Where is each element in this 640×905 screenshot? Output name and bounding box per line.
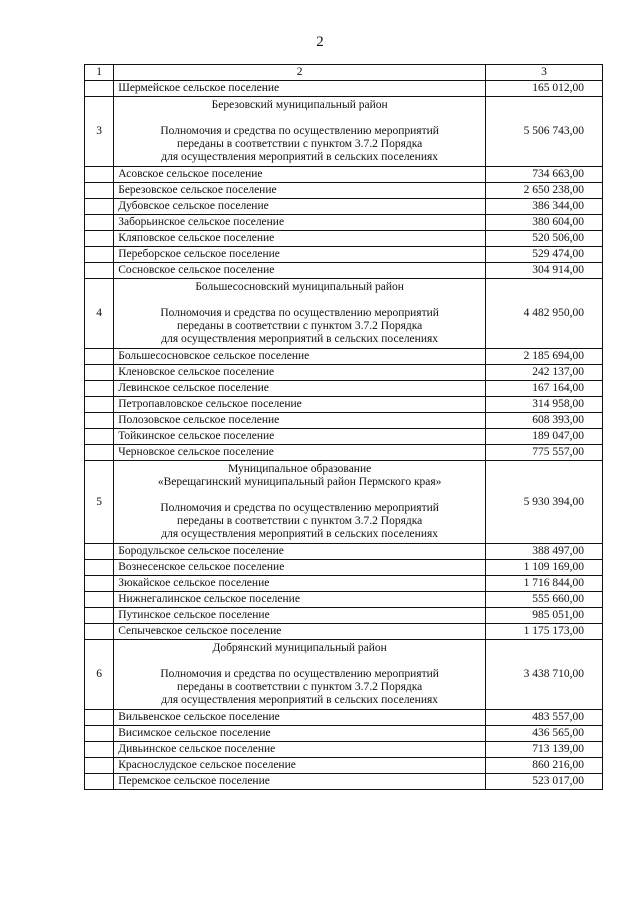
- table-body: [85, 65, 603, 790]
- settlement-name: Дубовское сельское поселение: [114, 199, 486, 215]
- row-number-cell: [85, 429, 114, 445]
- settlement-name: Черновское сельское поселение: [114, 445, 486, 461]
- amount-cell: 380 604,00: [486, 215, 603, 231]
- row-number-cell: [85, 183, 114, 199]
- settlement-name: Кляповское сельское поселение: [114, 231, 486, 247]
- row-number-cell: [85, 247, 114, 263]
- row-number-cell: [85, 413, 114, 429]
- amount-cell: 314 958,00: [486, 397, 603, 413]
- settlement-name: Заборьинское сельское поселение: [114, 215, 486, 231]
- amount-cell: 2 185 694,00: [486, 349, 603, 365]
- settlement-name: Зюкайское сельское поселение: [114, 576, 486, 592]
- settlement-name: Бородульское сельское поселение: [114, 544, 486, 560]
- row-number-cell: [85, 544, 114, 560]
- settlement-name: Сепычевское сельское поселение: [114, 624, 486, 640]
- table-row: [85, 183, 603, 199]
- group-row: [85, 461, 603, 544]
- amount-cell: 734 663,00: [486, 167, 603, 183]
- settlement-name: Кленовское сельское поселение: [114, 365, 486, 381]
- group-title-line: Березовский муниципальный район: [211, 99, 388, 111]
- row-number-cell: [85, 263, 114, 279]
- group-number: 5: [85, 461, 114, 544]
- amount-cell: 167 164,00: [486, 381, 603, 397]
- table-row: [85, 710, 603, 726]
- amount-cell: 608 393,00: [486, 413, 603, 429]
- settlement-name: Вознесенское сельское поселение: [114, 560, 486, 576]
- amount-cell: 483 557,00: [486, 710, 603, 726]
- group-number: 6: [85, 640, 114, 710]
- group-title-line: Большесосновский муниципальный район: [195, 281, 404, 293]
- group-subtitle-line: для осуществления мероприятий в сельских поселениях: [161, 694, 439, 706]
- table-row: [85, 758, 603, 774]
- settlement-name: Дивьинское сельское поселение: [114, 742, 486, 758]
- row-number-cell: [85, 560, 114, 576]
- amount-cell: 860 216,00: [486, 758, 603, 774]
- row-number-cell: [85, 81, 114, 97]
- group-amount: 3 438 710,00: [486, 640, 603, 710]
- table-row: [85, 429, 603, 445]
- row-number-cell: [85, 397, 114, 413]
- group-subtitle-line: Полномочия и средства по осуществлению мероприятий: [160, 668, 439, 680]
- table-row: [85, 413, 603, 429]
- amount-cell: 1 109 169,00: [486, 560, 603, 576]
- table-row: [85, 774, 603, 790]
- group-row: [85, 279, 603, 349]
- settlement-name: Путинское сельское поселение: [114, 608, 486, 624]
- amount-cell: 165 012,00: [486, 81, 603, 97]
- table-row: [85, 445, 603, 461]
- settlement-name: Асовское сельское поселение: [114, 167, 486, 183]
- group-subtitle-line: Полномочия и средства по осуществлению мероприятий: [160, 307, 439, 319]
- settlement-name: Переборское сельское поселение: [114, 247, 486, 263]
- amount-cell: 189 047,00: [486, 429, 603, 445]
- allocation-table: [84, 64, 603, 790]
- page-number: 2: [316, 34, 324, 50]
- amount-cell: 555 660,00: [486, 592, 603, 608]
- row-number-cell: [85, 608, 114, 624]
- amount-cell: 2 650 238,00: [486, 183, 603, 199]
- table-row: [85, 263, 603, 279]
- table-row: [85, 624, 603, 640]
- settlement-name: Полозовское сельское поселение: [114, 413, 486, 429]
- row-number-cell: [85, 710, 114, 726]
- amount-cell: 713 139,00: [486, 742, 603, 758]
- table-row: [85, 231, 603, 247]
- settlement-name: Шермейское сельское поселение: [114, 81, 486, 97]
- row-number-cell: [85, 576, 114, 592]
- group-row: [85, 640, 603, 710]
- column-header-3: 3: [486, 65, 603, 81]
- group-title-line: Муниципальное образование: [228, 463, 372, 475]
- settlement-name: Висимское сельское поселение: [114, 726, 486, 742]
- row-number-cell: [85, 167, 114, 183]
- amount-cell: 388 497,00: [486, 544, 603, 560]
- row-number-cell: [85, 365, 114, 381]
- group-number: 4: [85, 279, 114, 349]
- table-header-row: [85, 65, 603, 81]
- group-subtitle-line: переданы в соответствии с пунктом 3.7.2 Порядка: [177, 515, 423, 527]
- row-number-cell: [85, 758, 114, 774]
- table-row: [85, 560, 603, 576]
- amount-cell: 520 506,00: [486, 231, 603, 247]
- table-row: [85, 742, 603, 758]
- table-row: [85, 81, 603, 97]
- row-number-cell: [85, 726, 114, 742]
- amount-cell: 523 017,00: [486, 774, 603, 790]
- group-description: [114, 461, 486, 544]
- amount-cell: 985 051,00: [486, 608, 603, 624]
- amount-cell: 529 474,00: [486, 247, 603, 263]
- group-amount: 5 506 743,00: [486, 97, 603, 167]
- column-header-2: 2: [114, 65, 486, 81]
- table-row: [85, 247, 603, 263]
- settlement-name: Березовское сельское поселение: [114, 183, 486, 199]
- group-subtitle-line: переданы в соответствии с пунктом 3.7.2 Порядка: [177, 138, 423, 150]
- group-amount: 4 482 950,00: [486, 279, 603, 349]
- table-row: [85, 167, 603, 183]
- settlement-name: Краснослудское сельское поселение: [114, 758, 486, 774]
- amount-cell: 1 175 173,00: [486, 624, 603, 640]
- row-number-cell: [85, 349, 114, 365]
- settlement-name: Тойкинское сельское поселение: [114, 429, 486, 445]
- row-number-cell: [85, 231, 114, 247]
- group-subtitle-line: для осуществления мероприятий в сельских поселениях: [161, 528, 439, 540]
- group-title-line: «Верещагинский муниципальный район Пермского края»: [157, 476, 442, 488]
- group-subtitle-line: переданы в соответствии с пунктом 3.7.2 Порядка: [177, 320, 423, 332]
- settlement-name: Нижнегалинское сельское поселение: [114, 592, 486, 608]
- row-number-cell: [85, 215, 114, 231]
- column-header-1: 1: [85, 65, 114, 81]
- row-number-cell: [85, 742, 114, 758]
- table-row: [85, 349, 603, 365]
- settlement-name: Левинское сельское поселение: [114, 381, 486, 397]
- group-row: [85, 97, 603, 167]
- group-subtitle-line: Полномочия и средства по осуществлению мероприятий: [160, 502, 439, 514]
- table-row: [85, 726, 603, 742]
- group-description: [114, 279, 486, 349]
- group-description: [114, 97, 486, 167]
- group-subtitle-line: для осуществления мероприятий в сельских поселениях: [161, 333, 439, 345]
- settlement-name: Перемское сельское поселение: [114, 774, 486, 790]
- group-subtitle-line: переданы в соответствии с пунктом 3.7.2 Порядка: [177, 681, 423, 693]
- table-row: [85, 608, 603, 624]
- table-row: [85, 397, 603, 413]
- row-number-cell: [85, 199, 114, 215]
- settlement-name: Петропавловское сельское поселение: [114, 397, 486, 413]
- amount-cell: 436 565,00: [486, 726, 603, 742]
- settlement-name: Вильвенское сельское поселение: [114, 710, 486, 726]
- row-number-cell: [85, 445, 114, 461]
- settlement-name: Сосновское сельское поселение: [114, 263, 486, 279]
- row-number-cell: [85, 381, 114, 397]
- group-number: 3: [85, 97, 114, 167]
- amount-cell: 386 344,00: [486, 199, 603, 215]
- amount-cell: 775 557,00: [486, 445, 603, 461]
- table-row: [85, 365, 603, 381]
- row-number-cell: [85, 774, 114, 790]
- table-row: [85, 199, 603, 215]
- table-row: [85, 381, 603, 397]
- amount-cell: 1 716 844,00: [486, 576, 603, 592]
- group-description: [114, 640, 486, 710]
- table-row: [85, 592, 603, 608]
- settlement-name: Большесосновское сельское поселение: [114, 349, 486, 365]
- table-row: [85, 544, 603, 560]
- group-amount: 5 930 394,00: [486, 461, 603, 544]
- amount-cell: 242 137,00: [486, 365, 603, 381]
- amount-cell: 304 914,00: [486, 263, 603, 279]
- table-row: [85, 576, 603, 592]
- group-subtitle-line: для осуществления мероприятий в сельских поселениях: [161, 151, 439, 163]
- group-title-line: Добрянский муниципальный район: [212, 642, 387, 654]
- table-row: [85, 215, 603, 231]
- row-number-cell: [85, 624, 114, 640]
- row-number-cell: [85, 592, 114, 608]
- group-subtitle-line: Полномочия и средства по осуществлению мероприятий: [160, 125, 439, 137]
